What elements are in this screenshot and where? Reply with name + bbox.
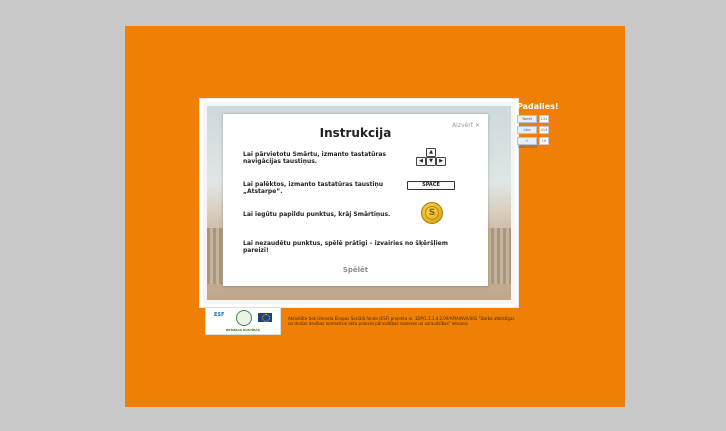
footer-logos — [205, 307, 281, 335]
share-panel — [517, 102, 567, 149]
arrow-keys-icon — [416, 148, 446, 168]
logo-caption: BRĪVĪBAS KUSTĪBAS — [226, 328, 260, 332]
close-button[interactable]: Aizvērt ✕ — [452, 122, 480, 129]
arrow-down-key: ▼ — [426, 157, 436, 166]
tweet-button[interactable]: Tweet — [517, 115, 537, 123]
like-count: 414 — [540, 128, 548, 132]
esf-logo: ESF — [214, 312, 225, 318]
arrow-right-key: ▶ — [436, 157, 446, 166]
arrow-up-key: ▲ — [426, 148, 436, 157]
space-key-icon: SPACE — [407, 181, 455, 190]
dialog-title: Instrukcija — [319, 126, 392, 140]
share-title: Padalies! — [517, 102, 559, 111]
instruction-avoid: Lai nezaudētu punktus, spēlē prātīgi – izvairies no šķēršļiem pareizi! — [243, 240, 448, 254]
instruction-move: Lai pārvietotu Smārtu, izmanto tastatūras navigācijas taustiņus. — [243, 151, 386, 165]
share-row-draugiem — [517, 137, 567, 149]
share-row-facebook — [517, 126, 567, 133]
fence-right — [485, 228, 511, 284]
instruction-collect: Lai iegūtu papildu punktus, krāj Smārtiņus. — [243, 211, 391, 218]
play-button[interactable]: Spēlēt — [342, 266, 369, 274]
footer-text: Aktivitāte tiek īstenota Eiropas Sociālā fonda (ESF) projekta nr. 1DP/1.3.1.4.2.09/APIA/NVA/001 "Darba atbilstīgas un drošas devības normatīvie akta prakses pārvaldības rezerves un uzraudzības" ietvaros — [288, 316, 515, 326]
coin-symbol: S — [425, 206, 439, 220]
arrow-left-key: ◀ — [416, 157, 426, 166]
eu-stars-icon — [262, 314, 270, 322]
instructions-dialog — [223, 114, 488, 286]
draugiem-button[interactable]: + DRAUGIEM — [518, 139, 537, 149]
eu-flag-logo — [258, 313, 272, 322]
draugiem-count: 10 — [539, 137, 549, 145]
instruction-jump: Lai palēktos, izmanto tastatūras taustiņu „Atstarpe”. — [243, 181, 384, 195]
coin-icon — [421, 202, 443, 224]
like-button[interactable]: Like — [517, 126, 537, 134]
share-row-twitter — [517, 115, 567, 122]
seal-logo — [236, 310, 252, 326]
tweet-count: 131 — [540, 117, 548, 121]
